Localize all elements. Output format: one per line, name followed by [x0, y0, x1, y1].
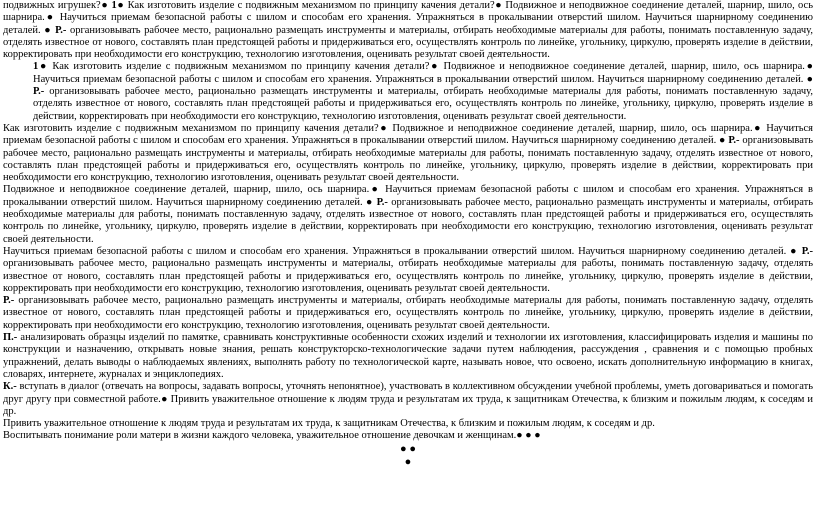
text-paragraph — [3, 0, 813, 61]
text-paragraph — [3, 418, 813, 430]
bold-marker: Р.- — [3, 295, 15, 307]
text-paragraph — [3, 61, 813, 122]
text-paragraph — [3, 184, 813, 245]
bold-marker: К.- — [3, 381, 17, 393]
text-paragraph — [3, 246, 813, 295]
bold-marker: Р.- — [33, 86, 45, 98]
text-run: организовывать рабочее место, рационально размещать инструменты и материалы, отбирать необходимые материалы для работы, понимать поставленную задачу, отделять известное от нового, составлять план предстоящей работы и придерживаться его, осуществлять контроль по линейке, угольнику, циркулю, проверять изделие в действии, корректировать при необходимости его конструкцию, технологию изготовления, оценивать результат своей деятельности. — [3, 135, 813, 184]
text-paragraph — [3, 295, 813, 332]
text-run: организовывать рабочее место, рационально размещать инструменты и материалы, отбирать необходимые материалы для работы, понимать поставленную задачу, отделять известное от нового, составлять план предстоящей работы и придерживаться его, осуществлять контроль по линейке, угольнику, циркулю, проверять изделие в действии, корректировать при необходимости его конструкцию, технологию изготовления, оценивать результат своей деятельности. — [33, 86, 813, 122]
text-run: организовывать рабочее место, рационально размещать инструменты и материалы, отбирать необходимые материалы для работы, понимать поставленную задачу, отделять известное от нового, составлять план предстоящей работы и придерживаться его, осуществлять контроль по линейке, угольнику, циркулю, проверять изделие в действии, корректировать при необходимости его конструкцию, технологию изготовления, оценивать результат своей деятельности. — [3, 196, 813, 245]
bold-marker: 1 — [33, 61, 39, 73]
text-run: ● Как изготовить изделие с подвижным механизмом по принципу качения детали?● Подвижное и неподвижное соединение деталей, шарнир, шило, ось шарнира.● Научиться приемам безопасной работы с шилом и способам его хранения. Упражняться в прокалывании отверстий шилом. Научиться шарнирному соединению деталей. ● — [33, 61, 813, 85]
text-paragraph — [3, 430, 813, 442]
bold-marker: Р.- — [728, 135, 740, 147]
text-run: Воспитывать понимание роли матери в жизни каждого человека, уважительное отношение девочкам и женщинам.● ● ● — [3, 430, 541, 442]
bullet-single: ● — [404, 455, 412, 468]
text-run: ● Как изготовить изделие с подвижным механизмом по принципу качения детали?● Подвижное и неподвижное соединение деталей, шарнир, шило, ось шарнира.● Научиться приемам безопасной работы с шилом и способам его хранения. Упражняться в прокалывании отверстий шилом. Научиться шарнирному соединению деталей. ● — [3, 0, 813, 36]
text-run: подвижных игрушек?● — [3, 0, 112, 11]
text-run: Привить уважительное отношение к людям труда и результатам их труда, к защитникам Отечества, к близким и пожилым людям, к соседям и др. — [3, 418, 655, 430]
bold-marker: 1 — [111, 0, 117, 11]
text-run: организовывать рабочее место, рационально размещать инструменты и материалы, отбирать необходимые материалы для работы, понимать поставленную задачу, отделять известное от нового, составлять план предстоящей работы и придерживаться его, осуществлять контроль по линейке, угольнику, циркулю, проверять изделие в действии, корректировать при необходимости его конструкцию, технологию изготовления, оценивать результат своей деятельности. — [3, 295, 813, 331]
text-run: организовывать рабочее место, рационально размещать инструменты и материалы, отбирать необходимые материалы для работы, понимать поставленную задачу, отделять известное от нового, составлять план предстоящей работы и придерживаться его, осуществлять контроль по линейке, угольнику, циркулю, проверять изделие в действии, корректировать при необходимости его конструкцию, технологию изготовления, оценивать результат своей деятельности. — [3, 258, 813, 294]
text-run: вступать в диалог (отвечать на вопросы, задавать вопросы, уточнять непонятное), участвовать в коллективном обсуждении учебной проблемы, уметь договариваться и помогать друг другу при совместной работе.● Привить уважительное отношение к людям труда и результатам их труда, к защитникам Отечества, к близким и пожилым людям, к соседям и др. — [3, 381, 813, 417]
bullet-row: ● ● — [399, 442, 417, 455]
bold-marker: Р.- — [801, 245, 813, 257]
text-paragraph — [3, 123, 813, 184]
bold-marker: Р.- — [55, 24, 67, 36]
bold-marker: Р.- — [376, 196, 388, 208]
text-run: Подвижное и неподвижное соединение деталей, шарнир, шило, ось шарнира.● Научиться приемам безопасной работы с шилом и способам его хранения. Упражняться в прокалывании отверстий шилом. Научиться шарнирному соединению деталей. ● — [3, 184, 813, 208]
text-run: организовывать рабочее место, рационально размещать инструменты и материалы, отбирать необходимые материалы для работы, понимать поставленную задачу, отделять известное от нового, составлять план предстоящей работы и придерживаться его, осуществлять контроль по линейке, угольнику, циркулю, проверять изделие в действии, корректировать при необходимости его конструкцию, технологию изготовления, оценивать результат своей деятельности. — [3, 24, 813, 61]
bold-marker: П.- — [3, 332, 18, 344]
document-body — [3, 0, 813, 443]
text-paragraph — [3, 381, 813, 418]
text-paragraph — [3, 332, 813, 381]
text-run: Научиться приемам безопасной работы с шилом и способам его хранения. Упражняться в прокалывании отверстий шилом. Научиться шарнирному соединению деталей. ● — [3, 245, 802, 257]
text-run: Как изготовить изделие с подвижным механизмом по принципу качения детали?● Подвижное и неподвижное соединение деталей, шарнир, шило, ось шарнира.● Научиться приемам безопасной работы с шилом и способам его хранения. Упражняться в прокалывании отверстий шилом. Научиться шарнирному соединению деталей. ● — [3, 122, 813, 147]
text-run: анализировать образцы изделий по памятке, сравнивать конструктивные особенности схожих изделий и технологии их изготовления, классифицировать изделия и машины по конструкции и назначению, открывать новые знания, решать конструкторско-технологические задачи путем наблюдения, рассуждения , сравнения и с помощью пробных упражнений, делать выводы о наблюдаемых явлениях, выполнять работу по технологической карте, называть новое, что освоено, искать дополнительную информацию в книгах, словарях, интернете, журналах и энциклопедиях. — [3, 332, 813, 380]
